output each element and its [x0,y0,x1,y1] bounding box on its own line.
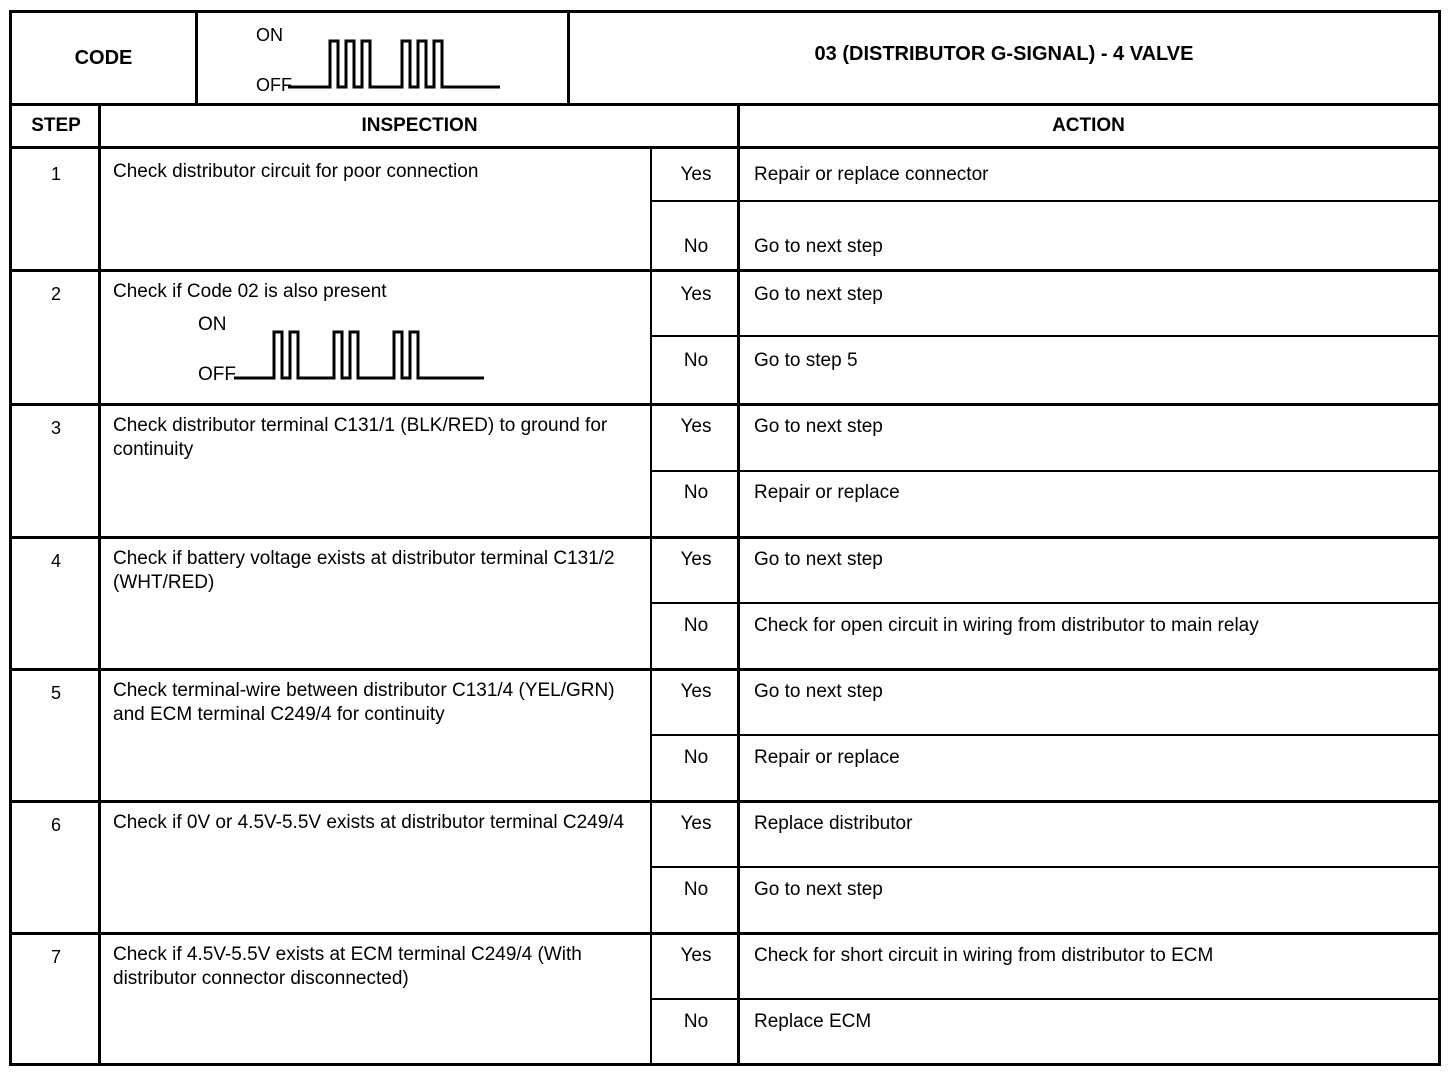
step-row-2 [12,272,1438,403]
code-label: CODE [12,13,198,103]
no-action: Go to step 5 [754,350,858,371]
no-action: Replace ECM [754,1011,872,1032]
column-step: STEP [12,106,100,149]
no-action: Repair or replace [754,482,900,503]
code-02-waveform-icon [234,326,489,386]
code-title: 03 (DISTRIBUTOR G-SIGNAL) - 4 VALVE [814,42,1194,65]
no-action: Repair or replace [754,747,900,768]
no-label: No [683,236,709,257]
yes-action: Go to next step [754,416,883,437]
step-inspection: Check if Code 02 is also present [113,281,387,302]
step-row-3 [12,406,1438,536]
no-label: No [683,1011,709,1032]
no-label: No [683,747,709,768]
step-inspection: Check terminal-wire between distributor C131/4 (YEL/GRN) and ECM terminal C249/4 for continuity [113,680,615,725]
step-number: 4 [50,551,61,571]
steps-table [9,106,1441,1066]
yes-action: Repair or replace connector [754,164,989,185]
yes-label: Yes [680,416,712,437]
yes-label: Yes [680,813,712,834]
code-waveform [198,13,570,103]
yes-action: Go to next step [754,284,883,305]
wave-on-label: ON [198,314,227,335]
step-number: 5 [50,683,61,703]
yes-action: Go to next step [754,681,883,702]
step-row-5 [12,671,1438,800]
yes-label: Yes [680,284,712,305]
step-inspection: Check if 4.5V-5.5V exists at ECM terminal C249/4 (With distributor connector disconnected) [113,944,582,989]
step-number: 1 [50,164,61,184]
step-row-7 [12,935,1438,1063]
no-action: Check for open circuit in wiring from distributor to main relay [754,615,1259,636]
yes-action: Replace distributor [754,813,913,834]
no-label: No [683,879,709,900]
code-header [9,10,1441,106]
column-action: ACTION [739,106,1438,149]
step-inspection: Check distributor circuit for poor connection [113,161,479,182]
step-number: 2 [50,284,61,304]
step-inspection: Check if battery voltage exists at distributor terminal C131/2 (WHT/RED) [113,548,615,593]
no-label: No [683,482,709,503]
yes-label: Yes [680,164,712,185]
step-number: 6 [50,815,61,835]
wave-off-label: OFF [256,75,292,95]
yes-action: Check for short circuit in wiring from distributor to ECM [754,945,1214,966]
step-number: 7 [50,947,61,967]
step-number: 3 [50,418,61,438]
no-label: No [683,615,709,636]
no-action: Go to next step [754,236,883,257]
wave-off-label: OFF [198,364,236,385]
yes-label: Yes [680,945,712,966]
yes-action: Go to next step [754,549,883,570]
no-action: Go to next step [754,879,883,900]
no-label: No [683,350,709,371]
wave-on-label: ON [256,25,283,45]
yes-label: Yes [680,549,712,570]
yes-label: Yes [680,681,712,702]
step-row-6 [12,803,1438,932]
column-inspection: INSPECTION [100,106,739,149]
code-03-waveform-icon [288,35,508,95]
step-inspection: Check distributor terminal C131/1 (BLK/RED) to ground for continuity [113,415,608,460]
step-row-1 [12,152,1438,269]
step-inspection: Check if 0V or 4.5V-5.5V exists at distributor terminal C249/4 [113,812,625,833]
step-row-4 [12,539,1438,668]
